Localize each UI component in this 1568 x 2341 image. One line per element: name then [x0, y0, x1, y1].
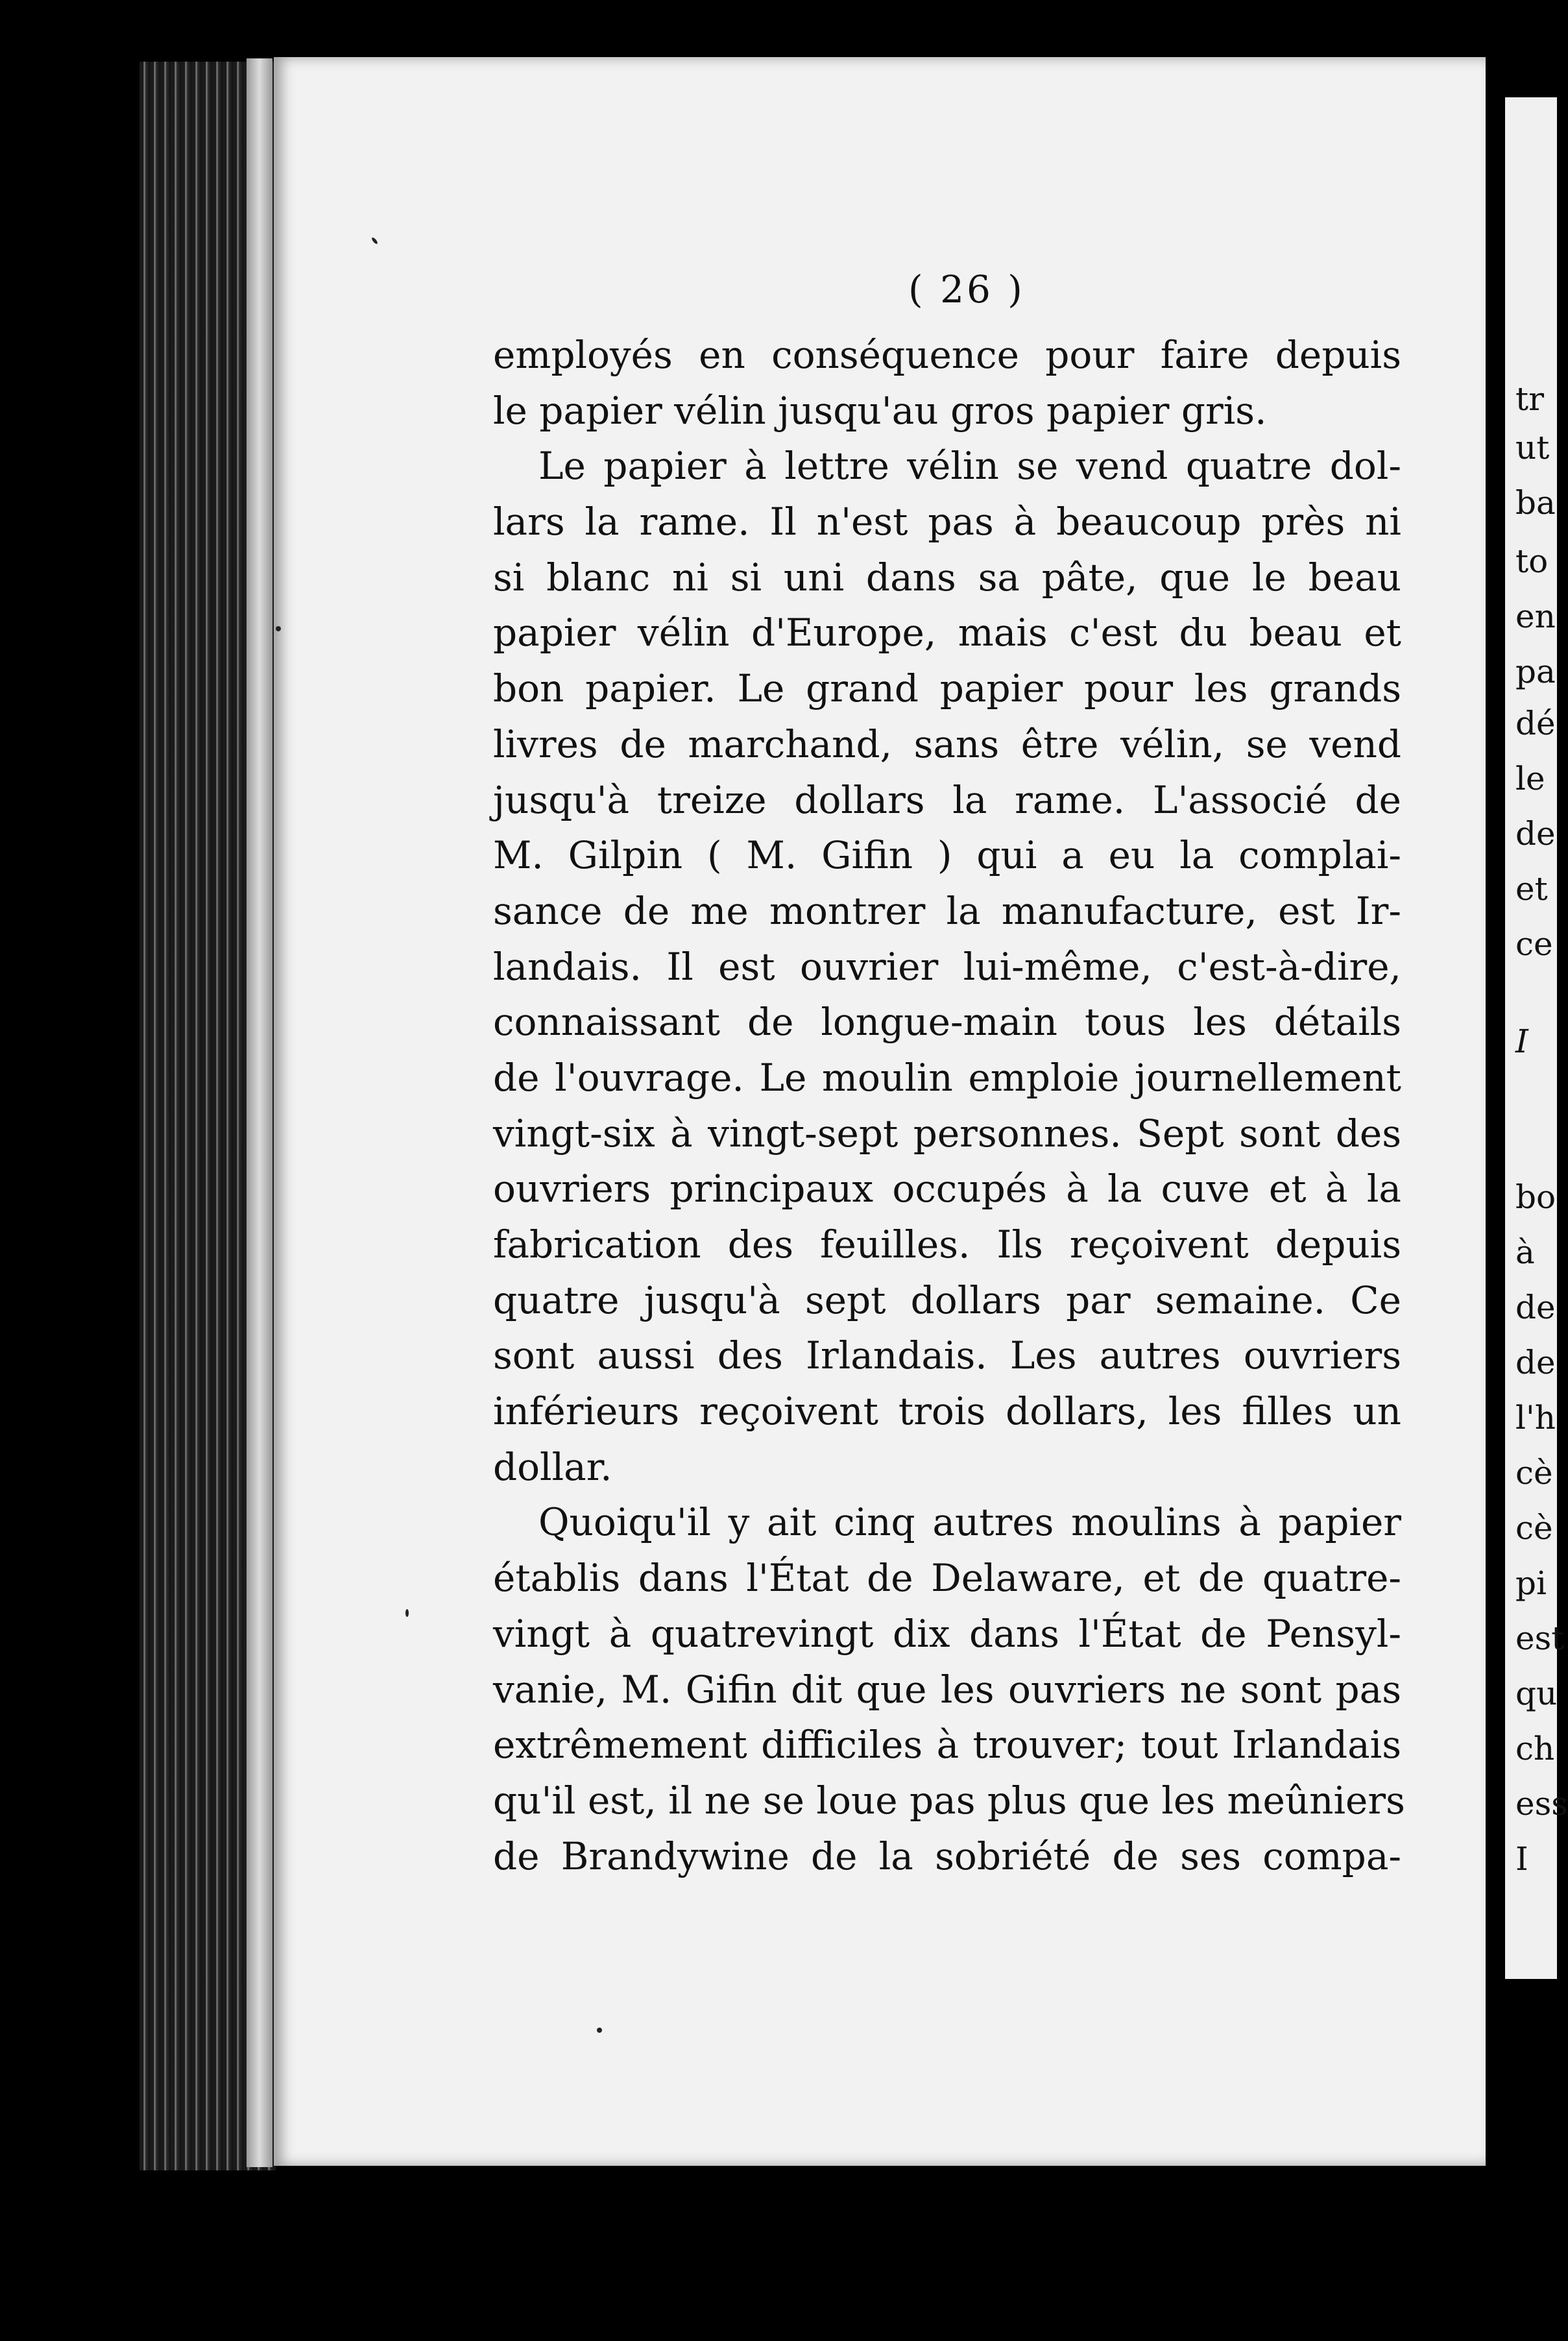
facing-page-fragment: I — [1515, 1023, 1528, 1060]
facing-page-fragment: est — [1515, 1619, 1565, 1657]
ink-speck — [405, 1609, 409, 1617]
text-line: Quoiqu'il y ait cinq autres moulins à papier — [538, 1500, 1401, 1545]
text-line: landais. Il est ouvrier lui-même, c'est-à-dire, — [493, 944, 1401, 989]
text-line: vingt-six à vingt-sept personnes. Sept sont des — [493, 1111, 1401, 1156]
text-line: lars la rame. Il n'est pas à beaucoup près ni — [493, 500, 1401, 544]
text-line: qu'il est, il ne se loue pas plus que les meûniers — [493, 1778, 1405, 1823]
facing-page-fragment: bo — [1515, 1178, 1556, 1216]
ink-speck — [597, 2028, 602, 2033]
text-line: employés en conséquence pour faire depuis — [493, 333, 1401, 377]
facing-page-fragment: ba — [1515, 484, 1556, 522]
facing-page-fragment: ch — [1515, 1730, 1555, 1767]
ink-speck — [276, 626, 281, 631]
facing-page-fragment: pi — [1515, 1564, 1547, 1602]
text-line: si blanc ni si uni dans sa pâte, que le beau — [493, 555, 1401, 600]
text-line: jusqu'à treize dollars la rame. L'associé de — [493, 777, 1401, 822]
text-line: sont aussi des Irlandais. Les autres ouvriers — [493, 1333, 1401, 1378]
text-line: dollar. — [493, 1444, 612, 1489]
facing-page-fragment: l'h — [1515, 1399, 1556, 1437]
text-line: sance de me montrer la manufacture, est Ir- — [493, 888, 1401, 933]
text-line: ouvriers principaux occupés à la cuve et à la — [493, 1167, 1401, 1211]
page-stack-edge — [247, 58, 272, 2167]
facing-page-fragment: et — [1515, 870, 1548, 908]
text-line: établis dans l'État de Delaware, et de quatre- — [493, 1556, 1401, 1601]
facing-page-fragment: ut — [1515, 429, 1550, 467]
text-line: quatre jusqu'à sept dollars par semaine. Ce — [493, 1278, 1401, 1322]
text-line: de l'ouvrage. Le moulin emploie journellement — [493, 1055, 1401, 1100]
page-number: ( 26 ) — [908, 267, 1025, 311]
facing-page-fragment: à — [1515, 1233, 1535, 1271]
facing-page-fragment: le — [1515, 760, 1545, 797]
facing-page-fragment: tr — [1515, 380, 1544, 418]
text-line: de Brandywine de la sobriété de ses compa- — [493, 1834, 1401, 1878]
facing-page-fragment: I — [1515, 1840, 1528, 1878]
text-line: livres de marchand, sans être vélin, se vend — [493, 722, 1401, 766]
facing-page-fragment: en — [1515, 598, 1556, 635]
facing-page-fragment: to — [1515, 542, 1549, 580]
facing-page-fragment: ce — [1515, 925, 1553, 963]
text-line: inférieurs reçoivent trois dollars, les filles un — [493, 1389, 1401, 1434]
facing-page-fragment: cè — [1515, 1509, 1553, 1547]
facing-page-fragment: qu — [1515, 1675, 1558, 1712]
facing-page-fragment: ess — [1515, 1785, 1568, 1823]
text-line: M. Gilpin ( M. Gifin ) qui a eu la complai- — [493, 833, 1401, 878]
text-line: Le papier à lettre vélin se vend quatre dol- — [538, 444, 1401, 489]
text-line: papier vélin d'Europe, mais c'est du beau et — [493, 611, 1401, 655]
text-line: extrêmement difficiles à trouver; tout Irlandais — [493, 1723, 1401, 1767]
facing-page-fragment: dé — [1515, 705, 1556, 742]
facing-page-fragment: cè — [1515, 1454, 1553, 1492]
text-line: connaissant de longue-main tous les détails — [493, 1000, 1401, 1045]
facing-page-fragment: de — [1515, 815, 1556, 853]
text-line: vingt à quatrevingt dix dans l'État de Pensyl- — [493, 1611, 1401, 1656]
text-line: bon papier. Le grand papier pour les grands — [493, 666, 1401, 711]
facing-page-fragment: pa — [1515, 653, 1556, 690]
page-body-text — [493, 328, 1405, 1884]
facing-page-fragment: de — [1515, 1289, 1556, 1326]
text-line: le papier vélin jusqu'au gros papier gris. — [493, 388, 1267, 433]
text-line: vanie, M. Gifin dit que les ouvriers ne sont pas — [493, 1667, 1401, 1712]
facing-page-fragment: de — [1515, 1344, 1556, 1381]
facing-page-edge — [1505, 97, 1568, 1979]
text-line: fabrication des feuilles. Ils reçoivent depuis — [493, 1222, 1401, 1267]
